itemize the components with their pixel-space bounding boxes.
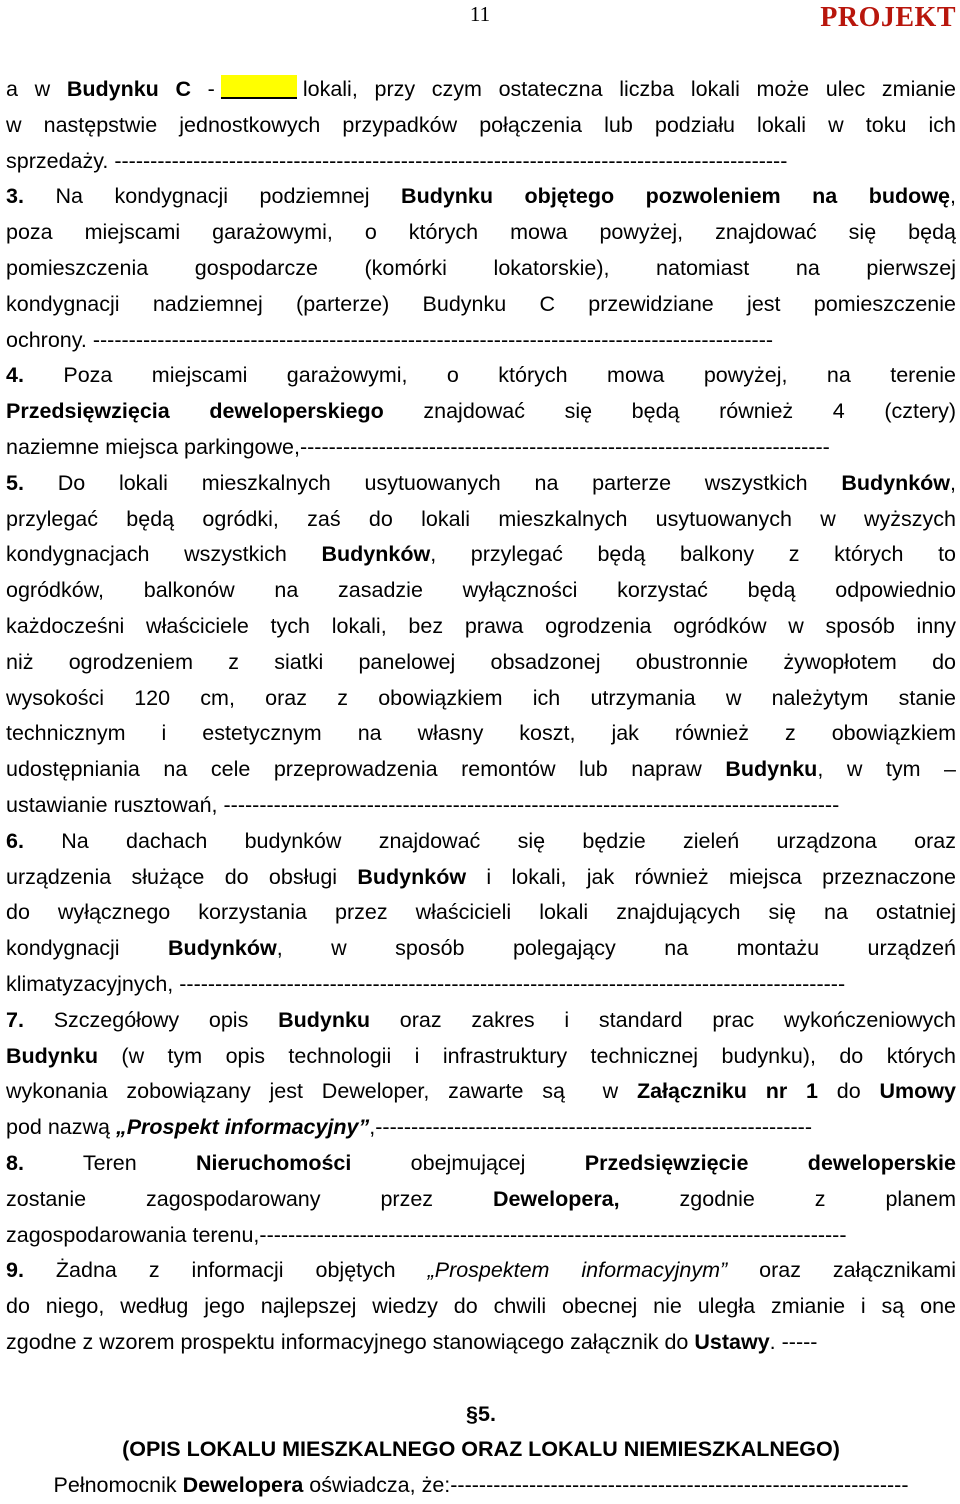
text-line: do niego, według jego najlepszej wiedzy do chwili obecnej nie uległa zmianie i są one <box>6 1294 956 1319</box>
text-line: poza miejscami garażowymi, o których mowa powyżej, znajdować się będą <box>6 220 956 245</box>
text-line: kondygnacjach wszystkich Budynków, przylegać będą balkony z których to <box>6 542 956 567</box>
text-line: Budynku (w tym opis technologii i infrastruktury technicznej budynku), do których <box>6 1043 956 1068</box>
paragraph-4-line: 4. Poza miejscami garażowymi, o których mowa powyżej, na terenie <box>6 363 956 388</box>
text-line: ogródków, balkonów na zasadzie wyłączności korzystać będą odpowiednio <box>6 578 956 603</box>
text-line: klimatyzacyjnych, --------------------------------------------------------------------------------------------- <box>6 971 846 996</box>
paragraph-9-line: 9. Żadna z informacji objętych „Prospektem informacyjnym” oraz załącznikami <box>6 1258 956 1283</box>
blank-field-highlight <box>221 75 297 99</box>
projekt-stamp: PROJEKT <box>820 2 956 33</box>
text-line: niż ogrodzeniem z siatki panelowej obsadzonej obustronnie żywopłotem do <box>6 649 956 674</box>
text-line: kondygnacji nadziemnej (parterze) Budynku C przewidziane jest pomieszczenie <box>6 291 956 316</box>
section-number: §5. <box>466 1401 496 1426</box>
text-line: urządzenia służące do obsługi Budynków i lokali, jak również miejsca przeznaczone <box>6 864 956 889</box>
section-intro: Pełnomocnik Dewelopera oświadcza, że:---------------------------------------------------------------- <box>53 1473 909 1498</box>
text-line: pod nazwą „Prospekt informacyjny”,------------------------------------------------------------- <box>6 1115 812 1140</box>
text-line: wykonania zobowiązany jest Deweloper, zawarte są w Załączniku nr 1 do Umowy <box>6 1079 956 1104</box>
text-line: Przedsięwzięcia deweloperskiego znajdować się będą również 4 (cztery) <box>6 399 956 424</box>
paragraph-6-line: 6. Na dachach budynków znajdować się będzie zieleń urządzona oraz <box>6 828 956 853</box>
text-line: zgodne z wzorem prospektu informacyjnego stanowiącego załącznik do Ustawy. ----- <box>6 1329 818 1354</box>
paragraph-7-line: 7. Szczegółowy opis Budynku oraz zakres i standard prac wykończeniowych <box>6 1007 956 1032</box>
text-line: przylegać będą ogródki, zaś do lokali mieszkalnych usytuowanych w wyższych <box>6 506 956 531</box>
page-number: 11 <box>469 2 491 26</box>
document-body <box>6 72 956 1504</box>
text-line: pomieszczenia gospodarcze (komórki lokatorskie), natomiast na pierwszej <box>6 255 956 280</box>
paragraph-5-line: 5. Do lokali mieszkalnych usytuowanych na parterze wszystkich Budynków, <box>6 470 956 495</box>
text-line: naziemne miejsca parkingowe,-------------------------------------------------------------------------- <box>6 434 830 459</box>
text-line: każdocześni właściciele tych lokali, bez prawa ogrodzenia ogródków w sposób inny <box>6 613 956 638</box>
text-line: technicznym i estetycznym na własny koszt, jak również z obowiązkiem <box>6 721 956 746</box>
text-line: zagospodarowania terenu,---------------------------------------------------------------------------------- <box>6 1222 847 1247</box>
text-line: do wyłącznego korzystania przez właścicieli lokali znajdujących się na ostatniej <box>6 900 956 925</box>
text-line: ochrony. ----------------------------------------------------------------------------------------------- <box>6 327 774 352</box>
text-line: a w Budynku C - lokali, przy czym ostateczna liczba lokali może ulec zmianie <box>6 77 956 101</box>
text-line: w następstwie jednostkowych przypadków połączenia lub podziału lokali w toku ich <box>6 112 956 137</box>
paragraph-8-line: 8. Teren Nieruchomości obejmującej Przedsięwzięcie deweloperskie <box>6 1150 956 1175</box>
text-line: zostanie zagospodarowany przez Dewelopera, zgodnie z planem <box>6 1186 956 1211</box>
text-line: udostępniania na cele przeprowadzenia remontów lub napraw Budynku, w tym – <box>6 757 956 782</box>
text-line: kondygnacji Budynków, w sposób polegający na montażu urządzeń <box>6 936 956 961</box>
text-line: sprzedaży. ---------------------------------------------------------------------------------------------- <box>6 148 788 173</box>
paragraph-3-line: 3. Na kondygnacji podziemnej Budynku objętego pozwoleniem na budowę, <box>6 184 956 209</box>
section-title: (OPIS LOKALU MIESZKALNEGO ORAZ LOKALU NIEMIESZKALNEGO) <box>122 1437 840 1462</box>
text-line: ustawianie rusztowań, -------------------------------------------------------------------------------------- <box>6 792 840 817</box>
text-line: wysokości 120 cm, oraz z obowiązkiem ich utrzymania w należytym stanie <box>6 685 956 710</box>
